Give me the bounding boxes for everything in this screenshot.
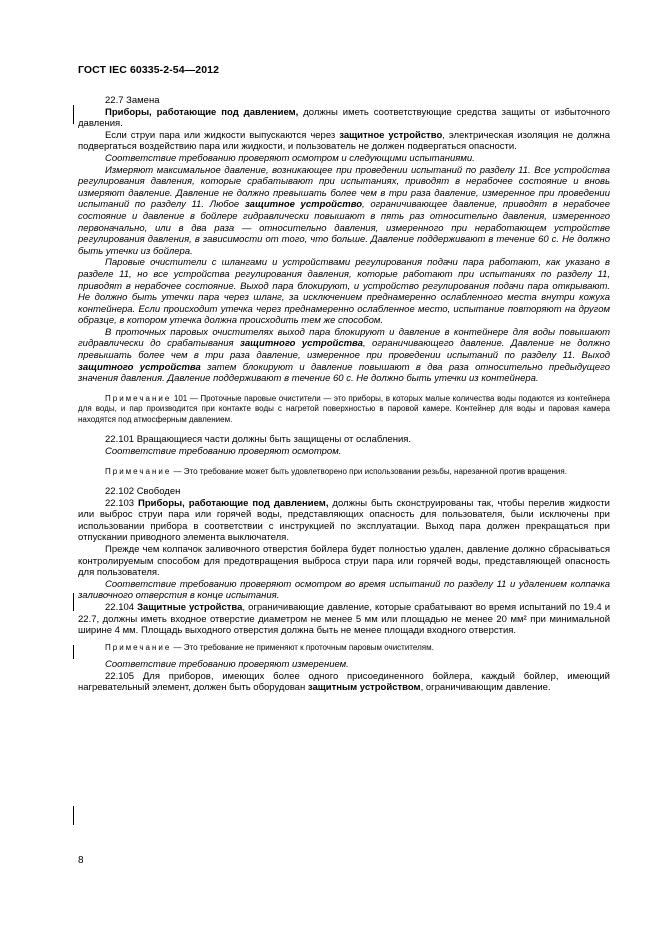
section-22-105: 22.105 Для приборов, имеющих более одного присоединенного бойлера, каждый бойлер, имеющий нагревательный элемент, должен быть оборудован защитным устройством, ограничивающим давление.: [78, 670, 610, 694]
section-22-7-heading: 22.7 Замена: [105, 95, 160, 106]
note-label: Примечание: [105, 642, 172, 652]
compliance-text: Соответствие требованию проверяют осмотром.: [105, 445, 342, 457]
change-bar: [73, 645, 74, 659]
test-paragraph: Паровые очистители с шлангами и устройствами регулирования подачи пара работают, как указано в разделе 11, но все устройства регулирования давления, которые работают при испытаниях по разделу 11, приводят в нерабочее состояние. Выход пара блокируют, и устройство регулирования подачи пара открывают. Не должно быть утечки пара через шланг, за исключением преднамеренно ослабленного места внутри кожуха контейнера. Если происходит утечка через преднамеренно ослабленное место, испытание повторяют на другом образце, в котором утечка должна происходить тем же способом.: [78, 257, 610, 327]
section-22-103: 22.103 Приборы, работающие под давлением, должны быть сконструированы так, чтобы перелив жидкости или выброс струи пара или горячей воды, представляющих опасность для пользователя, были исключены при использовании прибора в соответствии с инструкцией по эксплуатации. Выход пара должен прекращаться при отпускании приводного элемента выключателя.: [78, 497, 610, 544]
paragraph: Если струи пара или жидкости выпускаются через защитное устройство, электрическая изоляция не должна подвергаться воздействию пара или жидкости, и пользователь не должен подвергаться опасности.: [78, 129, 610, 153]
compliance-text: Соответствие требованию проверяют осмотром во время испытаний по разделу 11 и удалением колпачка заливочного отверстия в конце испытания.: [78, 578, 610, 602]
section-22-104: 22.104 Защитные устройства, ограничивающие давление, которые срабатывают во время испытаний по 19.4 и 22.7, должны иметь входное отверстие диаметром не менее 5 мм или площадью не менее 20 мм² при минимальной ширине 4 мм. Площадь выходного отверстия должна быть не менее площади входного отверстия.: [78, 601, 610, 637]
page-number: 8: [78, 855, 84, 866]
change-bar: [73, 593, 74, 611]
change-bar: [73, 806, 74, 825]
term: защитного устройства: [78, 361, 201, 373]
term: защитного устройства: [240, 338, 363, 350]
term: Защитные устройства: [137, 601, 243, 613]
note-label: Примечание: [105, 393, 172, 403]
document-header: ГОСТ IEC 60335-2-54—2012: [78, 64, 220, 76]
test-paragraph: В проточных паровых очистителях выход пара блокируют и давление в контейнере для воды повышают гидравлически до срабатывания защитного устройства, ограничивающего давление. Давление не должно превышать более чем в три раза давление, измеренное при проведении испытаний по разделу 11. Выход защитного устройства затем блокируют и давление повышают в два раза относительно предыдущего значения давления. Давление поддерживают в течение 60 с. Не должно быть утечки из контейнера.: [78, 326, 610, 385]
paragraph: Приборы, работающие под давлением, должны иметь соответствующие средства защиты от избыточного давления.: [78, 106, 610, 130]
term: защитное устройство: [244, 199, 363, 211]
section-22-102: 22.102 Свободен: [105, 486, 181, 498]
change-bar: [73, 105, 74, 124]
term: защитным устройством: [307, 682, 421, 694]
note: Примечание 101 — Проточные паровые очистители — это приборы, в которых малые количества воды подаются из контейнера для воды, и пар производится при контакте воды с нагретой поверхностью в паровой камере. Контейнер для воды и паровая камера находятся под атмосферным давлением.: [78, 393, 610, 424]
compliance-text: Соответствие требованию проверяют осмотром и следующими испытаниями.: [105, 152, 475, 164]
test-paragraph: Измеряют максимальное давление, возникающее при проведении испытаний по разделу 11. Все устройства регулирования давления, которые срабатывают при испытаниях, приводят в нерабочее состояние и вновь измеряют давление. Давление не должно превышать более чем в три раза давление, измеренное при проведении испытаний по разделу 11. Любое защитное устройство, ограничивающее давление, приводят в нерабочее состояние и давление в бойлере гидравлически повышают в пять раз относительно давления, измеренного первоначально, или в два раза — относительно давления, измеренного при неработающем устройстве регулирования давления, в зависимости от того, что больше. Давление поддерживают в течение 60 с. Не должно быть утечки из бойлера.: [78, 164, 610, 257]
term: Приборы, работающие под давлением,: [105, 106, 299, 118]
term: защитное устройство: [339, 129, 443, 141]
note: Примечание — Это требование не применяют к проточным паровым очистителям.: [105, 642, 434, 652]
page-body: [78, 95, 610, 694]
term: Приборы, работающие под давлением,: [138, 497, 329, 509]
paragraph: Прежде чем колпачок заливочного отверстия бойлера будет полностью удален, давление должно сбрасываться контролируемым способом для предотвращения выброса струи пара или горячей воды, представляющей опасность для пользователя.: [78, 544, 610, 579]
section-22-101: 22.101 Вращающиеся части должны быть защищены от ослабления.: [105, 434, 412, 446]
compliance-text: Соответствие требованию проверяют измерением.: [105, 659, 349, 671]
note: Примечание — Это требование может быть удовлетворено при использовании резьбы, нарезанной против вращения.: [105, 466, 567, 476]
note-label: Примечание: [105, 466, 172, 476]
